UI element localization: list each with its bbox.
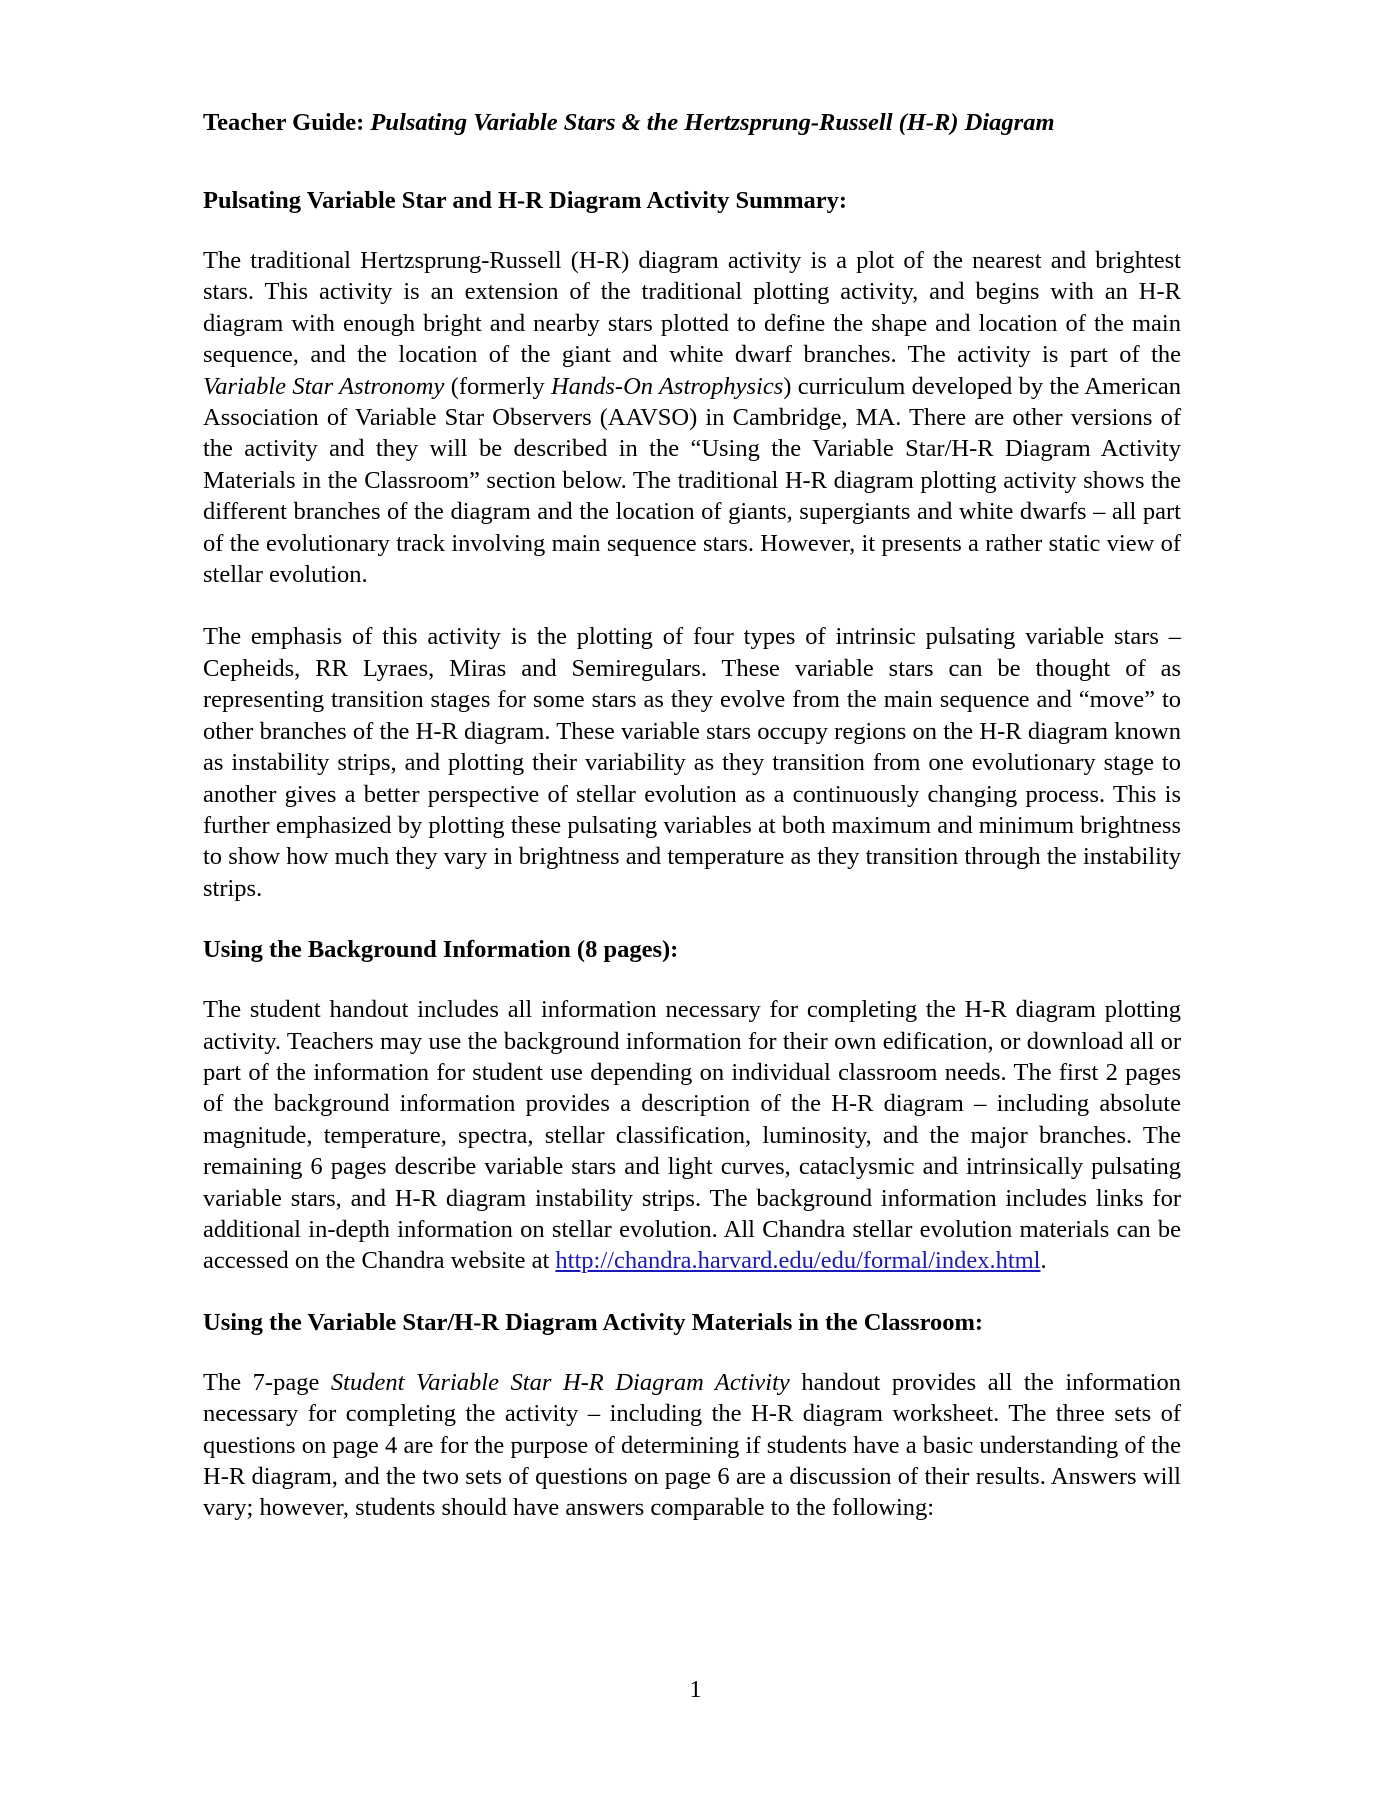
page-number: 1 — [689, 1676, 702, 1703]
paragraph-text: . — [1040, 1247, 1047, 1275]
paragraph-background-information — [203, 994, 1181, 1277]
section-heading-activity-summary: Pulsating Variable Star and H-R Diagram Activity Summary: — [203, 187, 848, 214]
document-title — [203, 108, 1181, 138]
paragraph-text: The student handout includes all information necessary for completing the H-R diagram plotting activity. Teachers may use the background information for their own edification, or download all or part of the information for student use depending on individual classroom needs. The first 2 pages of the background information provides a description of the H-R diagram – including absolute magnitude, temperature, spectra, stellar classification, luminosity, and the major branches. The remaining 6 pages describe variable stars and light curves, cataclysmic and intrinsically pulsating variable stars, and H-R diagram instability strips. The background information includes links for additional in-depth information on stellar evolution. All Chandra stellar evolution materials can be accessed on the Chandra website at — [203, 996, 1181, 1275]
document-page — [203, 108, 1181, 1555]
italic-text: Hands-On Astrophysics — [550, 372, 784, 400]
italic-text: Student Variable Star H-R Diagram Activity — [330, 1368, 790, 1396]
section-heading-background-information: Using the Background Information (8 pages): — [203, 936, 679, 964]
paragraph-text: The traditional Hertzsprung-Russell (H-R) diagram activity is a plot of the nearest and brightest stars. This activity is an extension of the traditional plotting activity, and begins with an H-R diagram with enough bright and nearby stars plotted to define the shape and location of the main sequence, and the location of the giant and white dwarf branches. The activity is part of the — [203, 247, 1181, 369]
title-prefix: Teacher Guide: — [203, 109, 371, 136]
paragraph-text: ) curriculum developed by the American Association of Variable Star Observers (AAVSO) in Cambridge, MA. There are other versions of the activity and they will be described in the “Using the Variable Star/H-R Diagram Activity Materials in the Classroom” section below. The traditional H-R diagram plotting activity shows the different branches of the diagram and the location of giants, supergiants and white dwarfs – all part of the evolutionary track involving main sequence stars. However, it presents a rather static view of stellar evolution. — [203, 372, 1181, 589]
paragraph-text: (formerly — [444, 372, 551, 400]
paragraph-text: The 7-page — [203, 1368, 331, 1396]
paragraph-classroom-materials — [203, 1367, 1181, 1524]
chandra-website-link[interactable]: http://chandra.harvard.edu/edu/formal/index.html — [555, 1247, 1041, 1275]
paragraph-activity-summary — [203, 245, 1181, 590]
italic-text: Variable Star Astronomy — [203, 372, 445, 400]
paragraph-text: handout provides all the information necessary for completing the activity – including the H-R diagram worksheet. The three sets of questions on page 4 are for the purpose of determining if students have a basic understanding of the H-R diagram, and the two sets of questions on page 6 are a discussion of their results. Answers will vary; however, students should have answers comparable to the following: — [203, 1368, 1181, 1522]
section-heading-classroom-materials: Using the Variable Star/H-R Diagram Activity Materials in the Classroom: — [203, 1308, 984, 1336]
paragraph-emphasis: The emphasis of this activity is the plotting of four types of intrinsic pulsating variable stars – Cepheids, RR Lyraes, Miras and Semiregulars. These variable stars can be thought of as representing transition stages for some stars as they evolve from the main sequence and “move” to other branches of the H-R diagram. These variable stars occupy regions on the H-R diagram known as instability strips, and plotting their variability as they transition from one evolutionary stage to another gives a better perspective of stellar evolution as a continuously changing process. This is further emphasized by plotting these pulsating variables at both maximum and minimum brightness to show how much they vary in brightness and temperature as they transition through the instability strips. — [203, 623, 1181, 902]
title-italic: Pulsating Variable Stars & the Hertzsprung-Russell (H-R) Diagram — [370, 109, 1055, 136]
